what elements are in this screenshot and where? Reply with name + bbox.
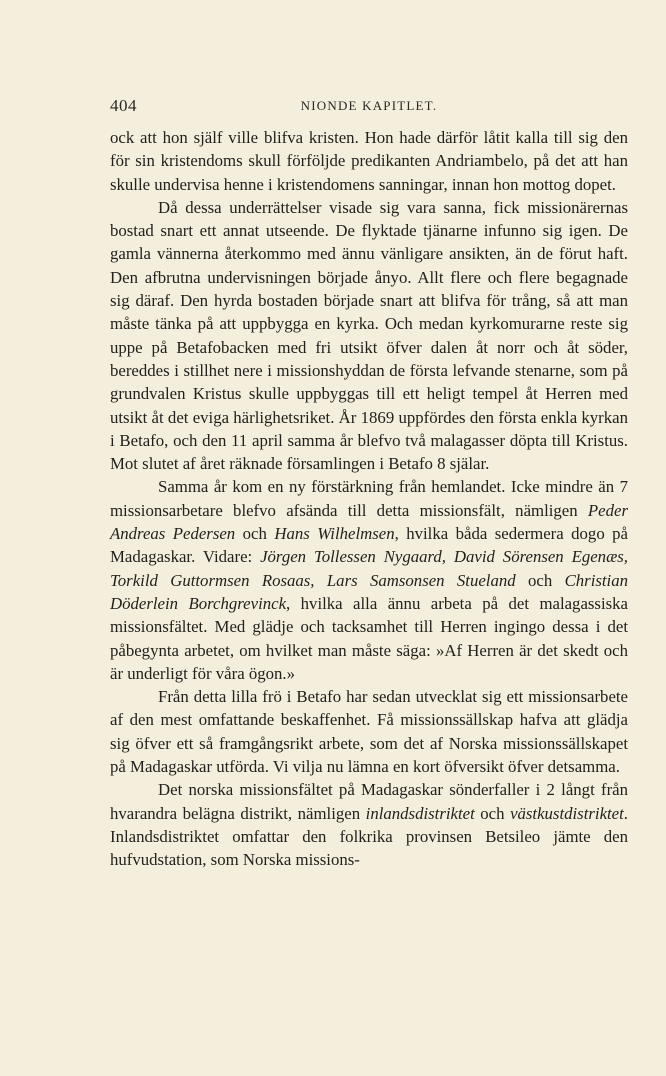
body-text <box>110 126 628 872</box>
text-run: , hvilka båda sedermera dogo på Madagaskar. Vidare: <box>110 524 629 567</box>
paragraph-4 <box>110 685 628 778</box>
italic-run: Jörgen Tollessen Nygaard, David Sörensen Egenæs, Torkild Guttormsen Rosaas, Lars Samsonsen Stueland <box>110 547 628 590</box>
paragraph-5 <box>110 778 628 871</box>
italic-run: Peder Andreas Pedersen <box>110 500 628 544</box>
page-number: 404 <box>110 96 137 115</box>
text-run: Det norska missionsfältet på Madagaskar sönderfaller i 2 långt från hvarandra belägna distrikt, nämligen <box>110 780 628 823</box>
running-head: NIONDE KAPITLET. <box>300 98 438 113</box>
italic-run: västkustdistriktet <box>510 803 624 823</box>
text-run: . Inlandsdistriktet omfattar den folkrika provinsen Betsileo jämte den hufvudstation, som Norska missions- <box>110 803 628 870</box>
text-run: och <box>474 803 511 823</box>
page-header <box>110 96 628 120</box>
text-run: Från detta lilla frö i Betafo har sedan utvecklat sig ett missionsarbete af den mest omfattande beskaffenhet. Få missionssällskap hafva att glädja sig öfver ett så framgångsrikt arbete, som det af Norska missionssällskapet på Madagaskar utförda. Vi vilja nu lämna en kort öfversikt öfver detsamma. <box>110 687 628 777</box>
paragraph-1 <box>110 126 628 196</box>
paragraph-2 <box>110 196 628 476</box>
text-run: , hvilka alla ännu arbeta på det malagassiska missionsfältet. Med glädje och tacksamhet till Herren ingingo dessa i det påbegynta arbetet, om hvilket man måste säga: »Af Herren är det skedt och är underligt för våra ögon.» <box>110 593 628 683</box>
italic-run: Christian Döderlein Borchgrevinck <box>110 570 628 613</box>
italic-run: inlandsdistriktet <box>365 803 475 823</box>
text-run: ock att hon själf ville blifva kristen. Hon hade därför låtit kalla till sig den för sin kristendoms skull förföljde predikanten Andriambelo, på det att han skulle undervisa henne i kristendomens sanningar, innan hon mottog dopet. <box>110 128 628 194</box>
paragraph-3 <box>110 475 628 685</box>
text-run: Då dessa underrättelser visade sig vara sanna, fick missionärernas bostad snart ett annat utseende. De flyktade tjänarne infunno sig igen. De gamla vännerna återkommo med ännu vänligare ansikten, än de förut haft. Den afbrutna undervisningen började ånyo. Allt flere och flere begagnade sig däraf. Den hyrda bostaden började snart att blifva för trång, så att man måste tänka på att uppbygga en kyrka. Och medan kyrkomurarne reste sig uppe på Betafobacken med fri utsikt öfver dalen åt norr och åt söder, bereddes i stillhet nere i missionshyddan de första lefvande stenarne, som på grundvalen Kristus skulle uppbyggas till ett heligt tempel åt Herren med utsikt åt det eviga härlighetsriket. År 1869 uppfördes den första enkla kyrkan i Betafo, och den 11 april samma år blefvo två malagasser döpta till Kristus. Mot slutet af året räknade församlingen i Betafo 8 själar. <box>110 197 628 474</box>
italic-run: Hans Wilhelmsen <box>274 524 395 544</box>
text-run: och <box>235 524 275 544</box>
text-run: och <box>515 570 565 590</box>
text-run: Samma år kom en ny förstärkning från hemlandet. Icke mindre än 7 missionsarbetare blefvo afsända till detta missionsfält, nämligen <box>110 477 628 520</box>
